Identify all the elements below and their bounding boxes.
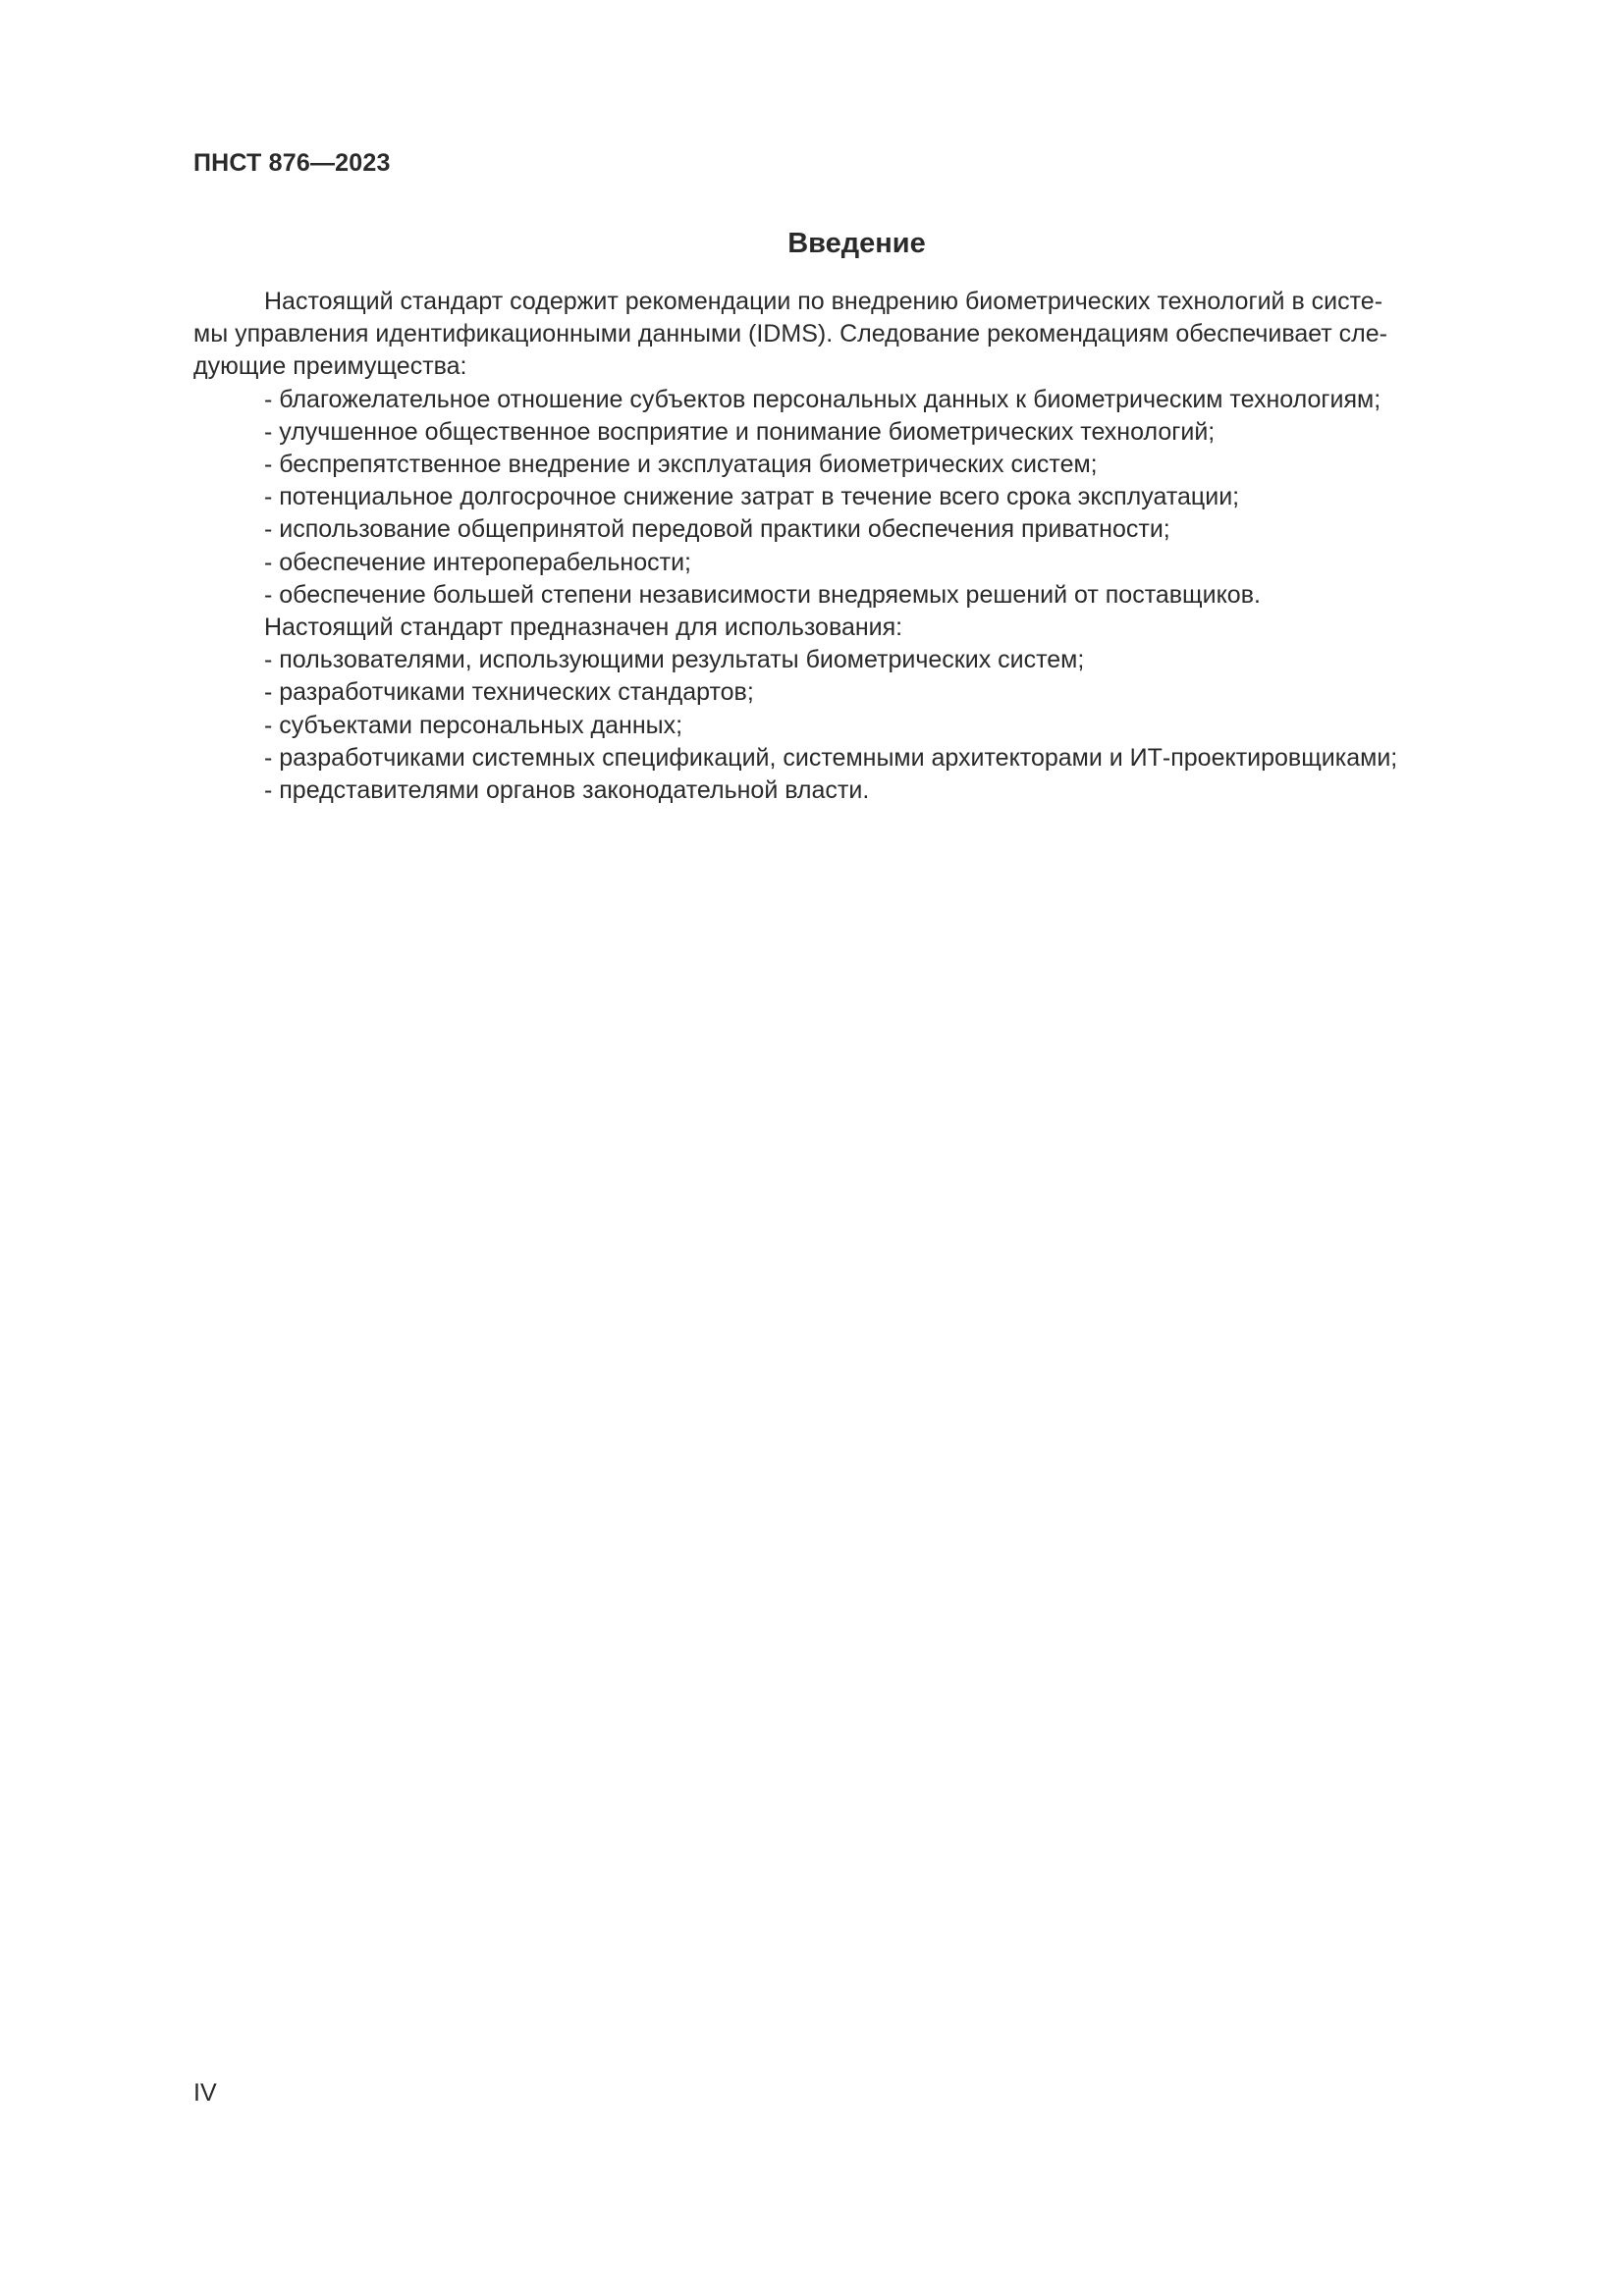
audience-item: - пользователями, использующими результаты биометрических систем;: [264, 646, 1085, 674]
section-title: Введение: [787, 228, 926, 259]
benefit-item: - благожелательное отношение субъектов персональных данных к биометрическим технологиям;: [264, 385, 1381, 413]
intro-paragraph-line: Настоящий стандарт содержит рекомендации по внедрению биометрических технологий в систе-: [264, 288, 1383, 315]
intro-paragraph-line: дующие преимущества:: [193, 352, 467, 381]
intro-paragraph-line: мы управления идентификационными данными (IDMS). Следование рекомендациям обеспечивает сле-: [193, 320, 1388, 348]
benefit-item: - обеспечение интероперабельности;: [264, 548, 691, 576]
audience-intro: Настоящий стандарт предназначен для использования:: [264, 614, 903, 642]
benefit-item: - беспрепятственное внедрение и эксплуатация биометрических систем;: [264, 451, 1098, 479]
page-number: IV: [193, 2079, 217, 2107]
audience-item: - разработчиками технических стандартов;: [264, 678, 754, 707]
audience-item: - разработчиками системных спецификаций, системными архитекторами и ИТ-проектировщиками;: [264, 743, 1398, 772]
benefit-item: - улучшенное общественное восприятие и понимание биометрических технологий;: [264, 417, 1216, 446]
document-code: ПНСТ 876—2023: [193, 149, 391, 177]
audience-item: - представителями органов законодательной власти.: [264, 776, 870, 805]
benefit-item: - потенциальное долгосрочное снижение затрат в течение всего срока эксплуатации;: [264, 483, 1240, 511]
benefit-item: - использование общепринятой передовой практики обеспечения приватности;: [264, 515, 1170, 544]
benefit-item: - обеспечение большей степени независимости внедряемых решений от поставщиков.: [264, 580, 1261, 609]
body-text: [193, 286, 1519, 807]
audience-item: - субъектами персональных данных;: [264, 711, 683, 739]
